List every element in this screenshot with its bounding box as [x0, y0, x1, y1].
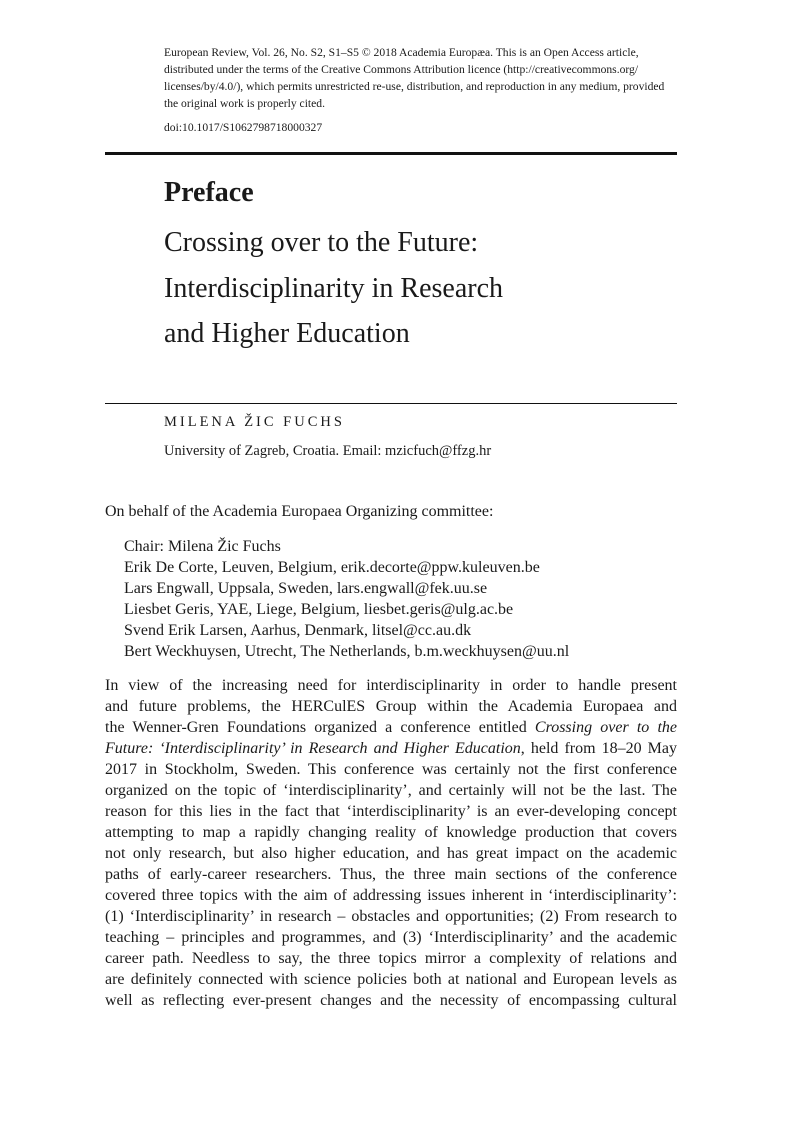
body-line: organized on the topic of ‘interdisciplinarity’, and certainly will not be the last. The: [105, 782, 677, 799]
body-line: In view of the increasing need for interdisciplinarity in order to handle present: [105, 677, 677, 694]
body-line: (1) ‘Interdisciplinarity’ in research – obstacles and opportunities; (2) From research to: [105, 908, 677, 925]
committee-member: Chair: Milena Žic Fuchs: [124, 538, 281, 555]
committee-member: Bert Weckhuysen, Utrecht, The Netherlands, b.m.weckhuysen@uu.nl: [124, 643, 570, 660]
body-line: covered three topics with the aim of addressing issues inherent in ‘interdisciplinarity’:: [105, 887, 677, 904]
author-affiliation: University of Zagreb, Croatia. Email: mzicfuch@ffzg.hr: [164, 443, 492, 459]
body-line: well as reflecting ever-present changes and the necessity of encompassing cultural: [105, 992, 677, 1009]
article-title: [164, 220, 503, 357]
committee-list: [124, 536, 569, 662]
body-line: reason for this lies in the fact that ‘interdisciplinarity’ is an ever-developing concept: [105, 803, 677, 820]
committee-member: Erik De Corte, Leuven, Belgium, erik.decorte@ppw.kuleuven.be: [124, 559, 540, 576]
body-line: attempting to map a rapidly changing reality of knowledge production that covers: [105, 824, 677, 841]
committee-member: Lars Engwall, Uppsala, Sweden, lars.engwall@fek.uu.se: [124, 580, 488, 597]
title-line: Crossing over to the Future:: [164, 227, 479, 258]
body-line: 2017 in Stockholm, Sweden. This conference was certainly not the first conference: [105, 761, 677, 778]
committee-intro: On behalf of the Academia Europaea Organizing committee:: [105, 503, 494, 520]
section-label: Preface: [164, 177, 254, 208]
body-line: and future problems, the HERCulES Group within the Academia Europaea and: [105, 698, 677, 715]
body-line: teaching – principles and programmes, and (3) ‘Interdisciplinarity’ and the academic: [105, 929, 677, 946]
body-line: career path. Needless to say, the three topics mirror a complexity of relations and: [105, 950, 677, 967]
title-line: and Higher Education: [164, 318, 410, 349]
license-line: licenses/by/4.0/), which permits unrestricted re-use, distribution, and reproduction in any medium, provided: [164, 80, 665, 93]
body-paragraph: [105, 675, 677, 1011]
body-line: paths of early-career researchers. Thus, the three main sections of the conference: [105, 866, 677, 883]
committee-member: Liesbet Geris, YAE, Liege, Belgium, liesbet.geris@ulg.ac.be: [124, 601, 514, 618]
body-line: not only research, but also higher education, and has great impact on the academic: [105, 845, 677, 862]
header-divider: [105, 152, 677, 155]
doi: doi:10.1017/S1062798718000327: [164, 121, 323, 134]
committee-member: Svend Erik Larsen, Aarhus, Denmark, litsel@cc.au.dk: [124, 622, 472, 639]
body-line: the Wenner-Gren Foundations organized a conference entitled Crossing over to the: [105, 719, 677, 736]
body-line: are definitely connected with science policies both at national and European levels as: [105, 971, 677, 988]
license-line: European Review, Vol. 26, No. S2, S1–S5 © 2018 Academia Europæa. This is an Open Access article,: [164, 46, 639, 59]
license-line: the original work is properly cited.: [164, 97, 325, 110]
title-divider: [105, 403, 677, 404]
license-line: distributed under the terms of the Creative Commons Attribution licence (http://creativecommons.org/: [164, 63, 639, 76]
author-name: MILENA ŽIC FUCHS: [164, 414, 345, 430]
body-line: Future: ‘Interdisciplinarity’ in Research and Higher Education, held from 18–20 May: [105, 740, 677, 757]
journal-header: [164, 44, 684, 136]
title-line: Interdisciplinarity in Research: [164, 272, 503, 304]
